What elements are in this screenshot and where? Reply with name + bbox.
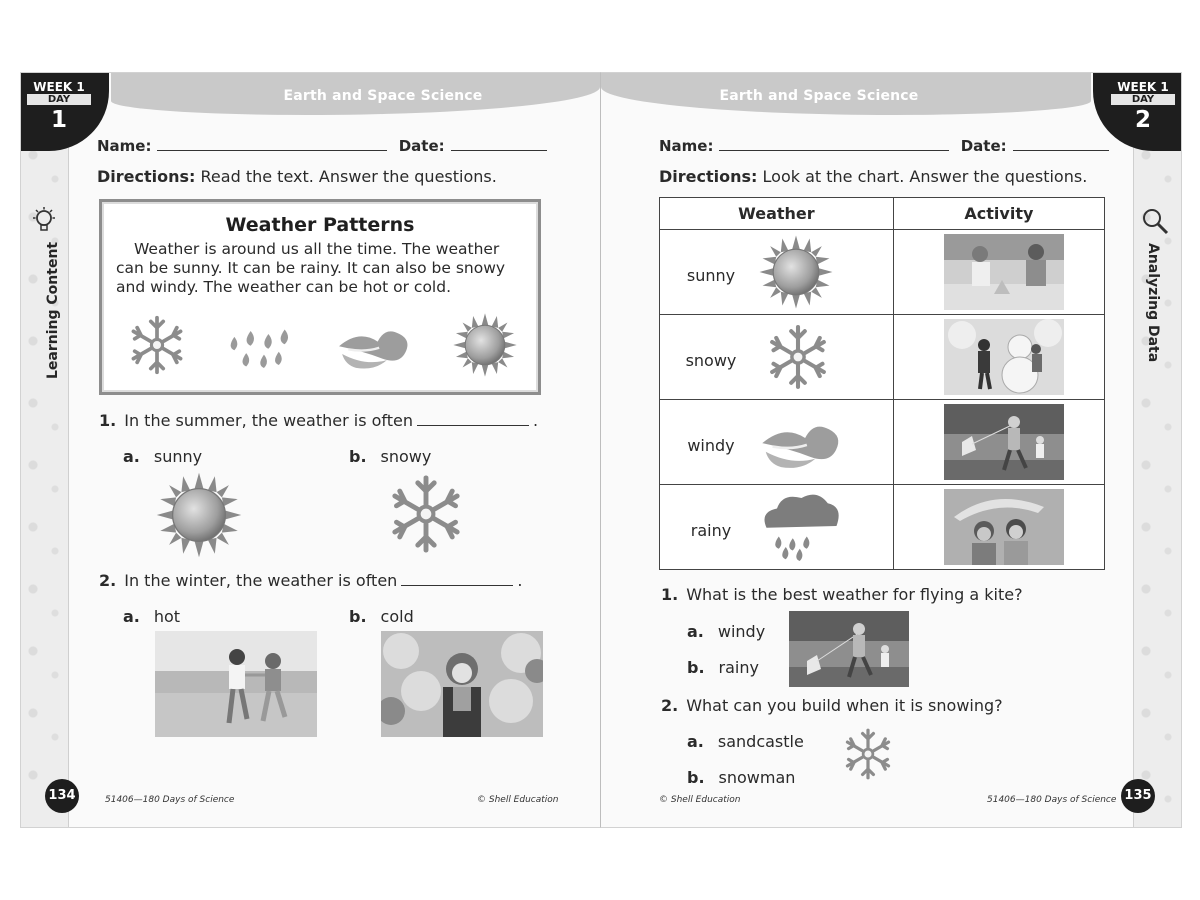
option-2a[interactable]: [687, 732, 804, 751]
day-label: DAY: [1111, 94, 1175, 105]
question-end: .: [533, 411, 539, 430]
day-badge: [20, 72, 109, 151]
option-letter: a.: [687, 622, 704, 641]
activity-cell: [893, 230, 1104, 315]
footer-left: 51406—180 Days of Science: [105, 795, 235, 805]
table-row: [660, 315, 1105, 400]
option-text: snowy: [380, 447, 432, 466]
page-number: 134: [45, 779, 79, 813]
weather-icons-row: [102, 310, 538, 380]
directions-text: Read the text. Answer the questions.: [200, 167, 497, 186]
date-label: Date:: [398, 137, 445, 155]
column-header-weather: Weather: [660, 198, 894, 230]
option-1b[interactable]: [687, 658, 759, 677]
decorative-margin: [1133, 73, 1181, 827]
day-number: 2: [1134, 107, 1151, 133]
question-text: In the winter, the weather is often: [124, 571, 398, 590]
lightbulb-icon: [31, 207, 57, 235]
section-title: Earth and Space Science: [719, 88, 919, 104]
table-row: [660, 400, 1105, 485]
question-text: What is the best weather for flying a kite?: [686, 585, 1023, 604]
table-row: [660, 230, 1105, 315]
activity-cell: [893, 315, 1104, 400]
option-text: hot: [153, 607, 181, 626]
option-text: snowman: [718, 768, 796, 787]
weather-cell: [660, 230, 894, 315]
activity-cell: [893, 400, 1104, 485]
magnifying-glass-icon: [1141, 207, 1169, 235]
day-label: DAY: [27, 94, 91, 105]
option-text: rainy: [718, 658, 759, 677]
name-field[interactable]: [157, 139, 387, 151]
option-2a[interactable]: [123, 607, 180, 626]
directions-label: Directions:: [659, 167, 758, 186]
column-header-activity: Activity: [893, 198, 1104, 230]
directions: [659, 167, 1087, 186]
table-row: [660, 485, 1105, 570]
name-label: Name:: [659, 137, 714, 155]
option-1a[interactable]: [687, 622, 765, 641]
option-2b[interactable]: [687, 768, 795, 787]
weather-cell: [660, 485, 894, 570]
sun-icon: [758, 234, 834, 310]
question-number: 2.: [661, 696, 679, 715]
question-2: [661, 696, 1003, 715]
option-letter: b.: [349, 447, 367, 466]
rain-play-photo: [944, 489, 1064, 565]
question-number: 1.: [99, 411, 117, 430]
snowflake-icon: [841, 725, 895, 783]
beach-children-photo: [155, 631, 317, 737]
weather-name: rainy: [690, 521, 732, 540]
footer-right: 51406—180 Days of Science: [987, 795, 1117, 805]
weather-activity-table: [659, 197, 1105, 570]
side-label: Learning Content: [45, 241, 61, 379]
option-2b[interactable]: [349, 607, 414, 626]
directions-label: Directions:: [97, 167, 196, 186]
left-page: [20, 72, 600, 828]
winter-child-photo: [381, 631, 543, 737]
question-1: [661, 585, 1023, 604]
passage-text: Weather is around us all the time. The weather can be sunny. It can be rainy. It can also be snowy and windy. The weather can be hot or cold.: [116, 240, 506, 296]
directions: [97, 167, 497, 186]
kite-photo: [789, 611, 909, 687]
weather-name: snowy: [685, 351, 737, 370]
decorative-margin: [21, 73, 69, 827]
sun-icon: [452, 312, 518, 378]
snowflake-icon: [126, 312, 188, 378]
wind-icon: [334, 320, 412, 374]
date-label: Date:: [960, 137, 1007, 155]
question-end: .: [517, 571, 523, 590]
raindrops-icon: [224, 322, 298, 374]
weather-name: windy: [687, 436, 735, 455]
option-text: sandcastle: [717, 732, 804, 751]
option-1a[interactable]: [123, 447, 202, 466]
name-date-row: [659, 137, 1115, 155]
sandcastle-photo: [944, 234, 1064, 310]
option-1b[interactable]: [349, 447, 431, 466]
name-label: Name:: [97, 137, 152, 155]
answer-blank[interactable]: [417, 414, 529, 426]
question-number: 2.: [99, 571, 117, 590]
option-letter: a.: [123, 447, 140, 466]
table-header-row: [660, 198, 1105, 230]
day-number: 1: [50, 107, 67, 133]
option-letter: a.: [123, 607, 140, 626]
option-letter: a.: [687, 732, 704, 751]
question-number: 1.: [661, 585, 679, 604]
footer-left: © Shell Education: [659, 795, 741, 805]
footer-right: © Shell Education: [477, 795, 559, 805]
answer-blank[interactable]: [401, 574, 513, 586]
snowflake-icon: [764, 320, 832, 394]
week-label: WEEK 1: [33, 80, 85, 94]
question-1: [99, 411, 538, 430]
snowflake-icon: [385, 471, 467, 557]
reading-passage-box: [99, 199, 541, 395]
name-field[interactable]: [719, 139, 949, 151]
weather-cell: [660, 400, 894, 485]
right-page: [600, 72, 1182, 828]
date-field[interactable]: [1013, 139, 1109, 151]
side-label: Analyzing Data: [1145, 243, 1161, 363]
week-label: WEEK 1: [1117, 80, 1169, 94]
option-text: sunny: [153, 447, 203, 466]
option-text: cold: [380, 607, 414, 626]
weather-cell: [660, 315, 894, 400]
passage-title: Weather Patterns: [225, 214, 415, 236]
weather-name: sunny: [686, 266, 736, 285]
question-text: In the summer, the weather is often: [124, 411, 414, 430]
option-letter: b.: [687, 768, 705, 787]
snowman-photo: [944, 319, 1064, 395]
option-letter: b.: [349, 607, 367, 626]
question-2: [99, 571, 522, 590]
directions-text: Look at the chart. Answer the questions.: [762, 167, 1088, 186]
page-number: 135: [1121, 779, 1155, 813]
section-title: Earth and Space Science: [283, 88, 483, 104]
option-letter: b.: [687, 658, 705, 677]
wind-icon: [756, 414, 844, 474]
option-text: windy: [717, 622, 766, 641]
date-field[interactable]: [451, 139, 547, 151]
activity-cell: [893, 485, 1104, 570]
name-date-row: [97, 137, 553, 155]
kite-photo: [944, 404, 1064, 480]
rain-cloud-icon: [754, 491, 842, 561]
question-text: What can you build when it is snowing?: [686, 696, 1003, 715]
sun-icon: [155, 471, 243, 559]
